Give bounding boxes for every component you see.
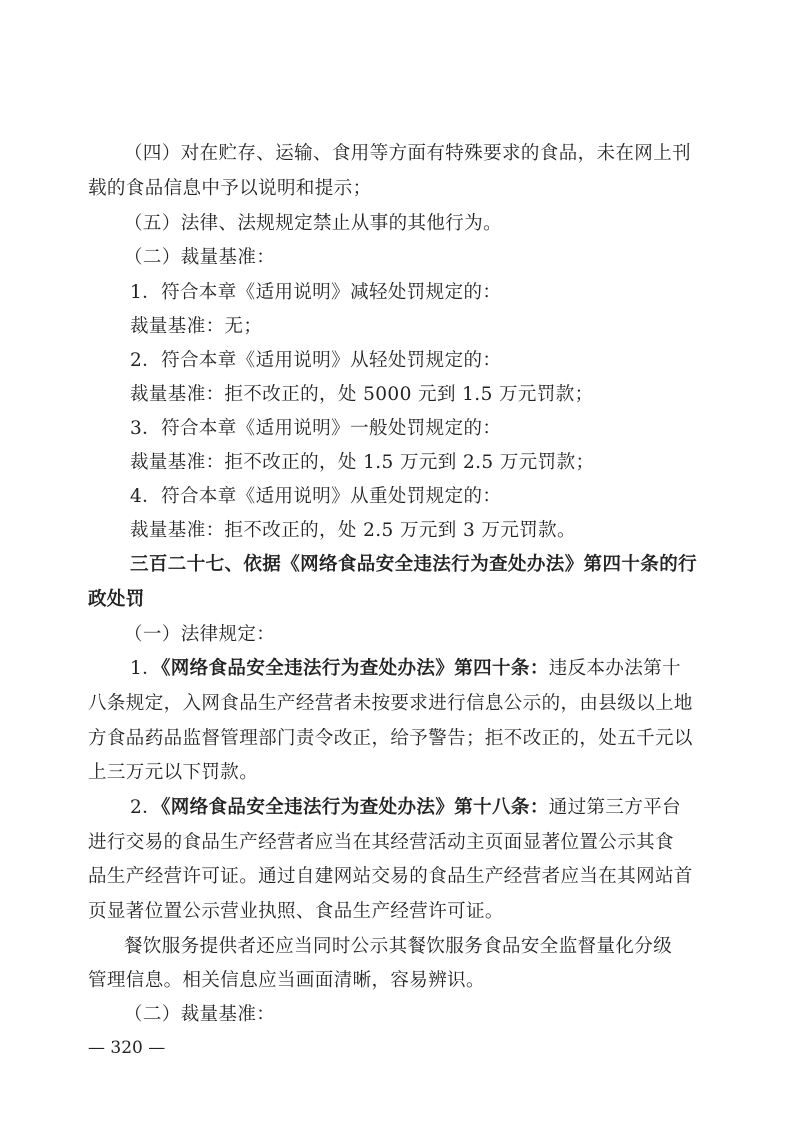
item-number: 2．: [130, 797, 162, 818]
text-line: 裁量基准：无；: [130, 316, 263, 337]
item-number: 1．: [130, 658, 162, 679]
section-heading: 三百二十七、依据《网络食品安全违法行为查处办法》第四十条的行: [130, 554, 698, 575]
law-citation: 《网络食品安全违法行为查处办法》第四十条：: [161, 658, 549, 679]
text-line: 餐饮服务提供者还应当同时公示其餐饮服务食品安全监督量化分级: [124, 936, 673, 957]
text-line: 载的食品信息中予以说明和提示；: [88, 178, 372, 199]
text-line: 1．符合本章《适用说明》减轻处罚规定的：: [130, 282, 502, 303]
text-line: 4．符合本章《适用说明》从重处罚规定的：: [130, 486, 502, 507]
text-line: （四）对在贮存、运输、食用等方面有特殊要求的食品，未在网上刊: [124, 143, 692, 164]
text-line: 裁量基准：拒不改正的，处 5000 元到 1.5 万元罚款；: [130, 384, 594, 405]
text-line: （五）法律、法规规定禁止从事的其他行为。: [124, 213, 503, 234]
text-line: 3．符合本章《适用说明》一般处罚规定的：: [130, 418, 502, 439]
text-line: （二）裁量基准：: [124, 247, 276, 268]
text-line: 裁量基准：拒不改正的，处 1.5 万元到 2.5 万元罚款；: [130, 452, 595, 473]
line-text: 违反本办法第十: [548, 658, 682, 679]
text-line: 上三万元以下罚款。: [88, 762, 259, 783]
text-line: [0, 656, 793, 682]
page-number: — 320 —: [88, 1038, 166, 1058]
line-text: 通过第三方平台: [548, 797, 682, 818]
text-line: [0, 795, 793, 821]
text-line: （二）裁量基准：: [124, 1004, 276, 1025]
text-line: 进行交易的食品生产经营者应当在其经营活动主页面显著位置公示其食: [88, 832, 674, 853]
text-line: 品生产经营许可证。通过自建网站交易的食品生产经营者应当在其网站首: [88, 866, 693, 887]
text-line: 管理信息。相关信息应当画面清晰，容易辨识。: [88, 970, 485, 991]
text-line: 2．符合本章《适用说明》从轻处罚规定的：: [130, 350, 502, 371]
text-line: 页显著位置公示营业执照、食品生产经营许可证。: [88, 901, 504, 922]
law-citation: 《网络食品安全违法行为查处办法》第十八条：: [161, 797, 549, 818]
section-heading: 政处罚: [88, 589, 145, 610]
text-line: 八条规定，入网食品生产经营者未按要求进行信息公示的，由县级以上地: [88, 693, 693, 714]
text-line: （一）法律规定：: [124, 624, 276, 645]
text-line: 方食品药品监督管理部门责令改正，给予警告；拒不改正的，处五千元以: [88, 728, 693, 749]
text-line: 裁量基准：拒不改正的，处 2.5 万元到 3 万元罚款。: [130, 520, 576, 541]
